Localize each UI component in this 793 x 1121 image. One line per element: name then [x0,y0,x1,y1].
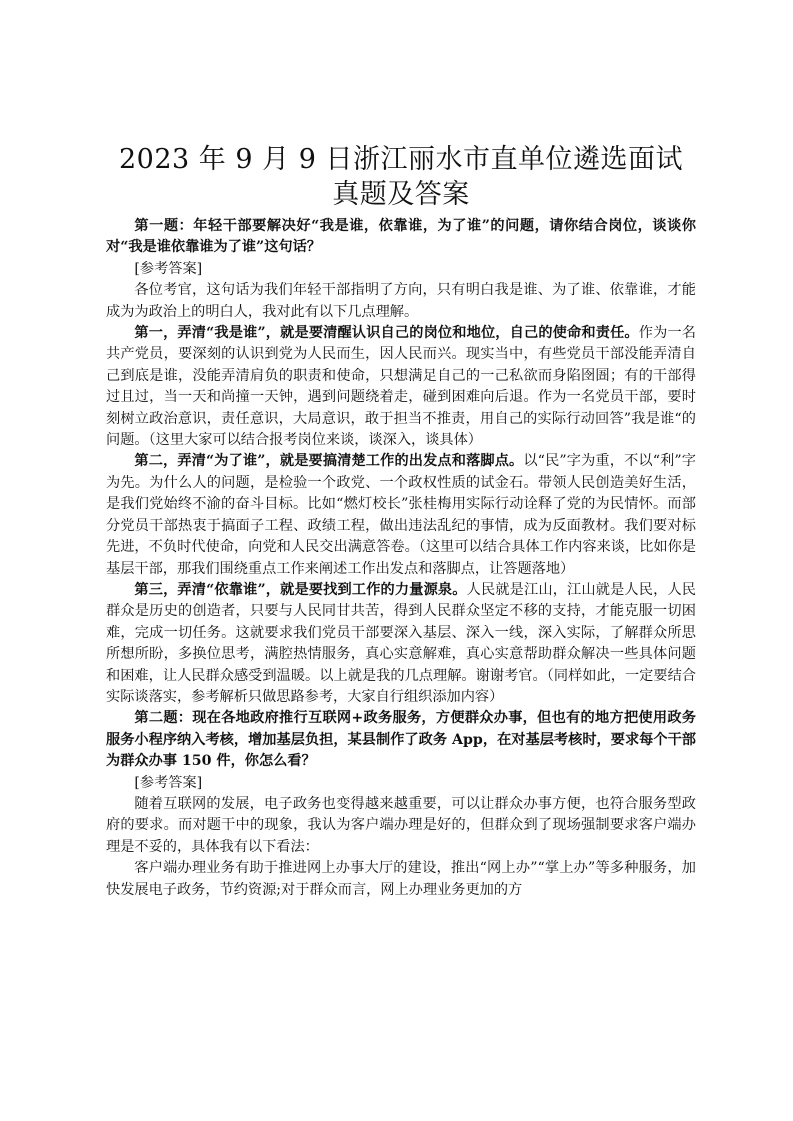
answer-1-point-3-lead: 第三，弄清“依靠谁”，就是要找到工作的力量源泉。 [134,581,467,598]
answer-2-point-1: 客户端办理业务有助于推进网上办事大厅的建设，推出“网上办”“掌上办”等多种服务，加快发展电子政务，节约资源;对于群众而言，网上办理业务更加的方 [106,860,696,898]
answer-1-point-2 [106,451,696,579]
document-title-line2: 真题及答案 [332,179,470,210]
document-title-line1: 2023 年 9 月 9 日浙江丽水市直单位遴选面试 [119,144,683,175]
answer-1-point-1-lead: 第一，弄清“我是谁”，就是要清醒认识自己的岗位和地位，自己的使命和责任。 [134,325,639,342]
answer-label-2: [参考答案] [134,774,203,791]
answer-2-intro: 随着互联网的发展，电子政务也变得越来越重要，可以让群众办事方便，也符合服务型政府的要求。而对题干中的现象，我认为客户端办理是好的，但群众到了现场强制要求客户端办理是不妥的，具体我有以下看法： [106,795,696,855]
answer-1-point-2-lead: 第二，弄清“为了谁”，就是要搞清楚工作的出发点和落脚点。 [134,453,524,470]
answer-1-point-1-body: 作为一名共产党员，要深刻的认识到党为人民而生，因人民而兴。现实当中，有些党员干部没能弄清自己到底是谁，没能弄清肩负的职责和使命，只想满足自己的一己私欲而身陷囹圄；有的干部得过且过，当一天和尚撞一天钟，遇到问题绕着走，碰到困难向后退。作为一名党员干部，要时刻树立政治意识，责任意识，大局意识，敢于担当不推责，用自己的实际行动回答”我是谁“的问题。（这里大家可以结合报考岗位来谈，谈深入，谈具体） [106,325,696,449]
question-2: 第二题：现在各地政府推行互联网+政务服务，方便群众办事，但也有的地方把使用政务服务小程序纳入考核，增加基层负担，某县制作了政务 App，在对基层考核时，要求每个干部为群众办事 150 件，你怎么看？ [106,710,696,770]
answer-1-point-3-body: 人民就是江山，江山就是人民，人民群众是历史的创造者，只要与人民同甘共苦，得到人民群众坚定不移的支持，才能克服一切困难，完成一切任务。这就要求我们党员干部要深入基层、深入一线，深入实际，了解群众所思所想所盼，多换位思考，满腔热情服务，真心实意解难，真心实意帮助群众解决一些具体问题和困难，让人民群众感受到温暖。以上就是我的几点理解。谢谢考官。（同样如此，一定要结合实际谈落实，参考解析只做思路参考，大家自行组织添加内容） [106,581,696,705]
answer-1-point-3 [106,580,696,708]
document-page [106,142,696,901]
answer-1-point-2-body: 以“民”字为重，不以“利”字为先。为什么人的问题，是检验一个政党、一个政权性质的试金石。带领人民创造美好生活，是我们党始终不渝的奋斗目标。比如“燃灯校长”张桂梅用实际行动诠释了党的为民情怀。而部分党员干部热衷于搞面子工程、政绩工程，做出违法乱纪的事情，成为反面教材。我们要对标先进，不负时代使命，向党和人民交出满意答卷。（这里可以结合具体工作内容来谈，比如你是基层干部，那我们围绕重点工作来阐述工作出发点和落脚点，让答题落地） [106,453,696,577]
answer-1-intro: 各位考官，这句话为我们年轻干部指明了方向，只有明白我是谁、为了谁、依靠谁，才能成为为政治上的明白人，我对此有以下几点理解。 [106,282,696,320]
answer-label-1: [参考答案] [134,260,203,277]
question-1: 第一题：年轻干部要解决好“我是谁，依靠谁，为了谁”的问题，请你结合岗位，谈谈你对“我是谁依靠谁为了谁”这句话？ [106,218,696,256]
answer-1-point-1 [106,323,696,451]
